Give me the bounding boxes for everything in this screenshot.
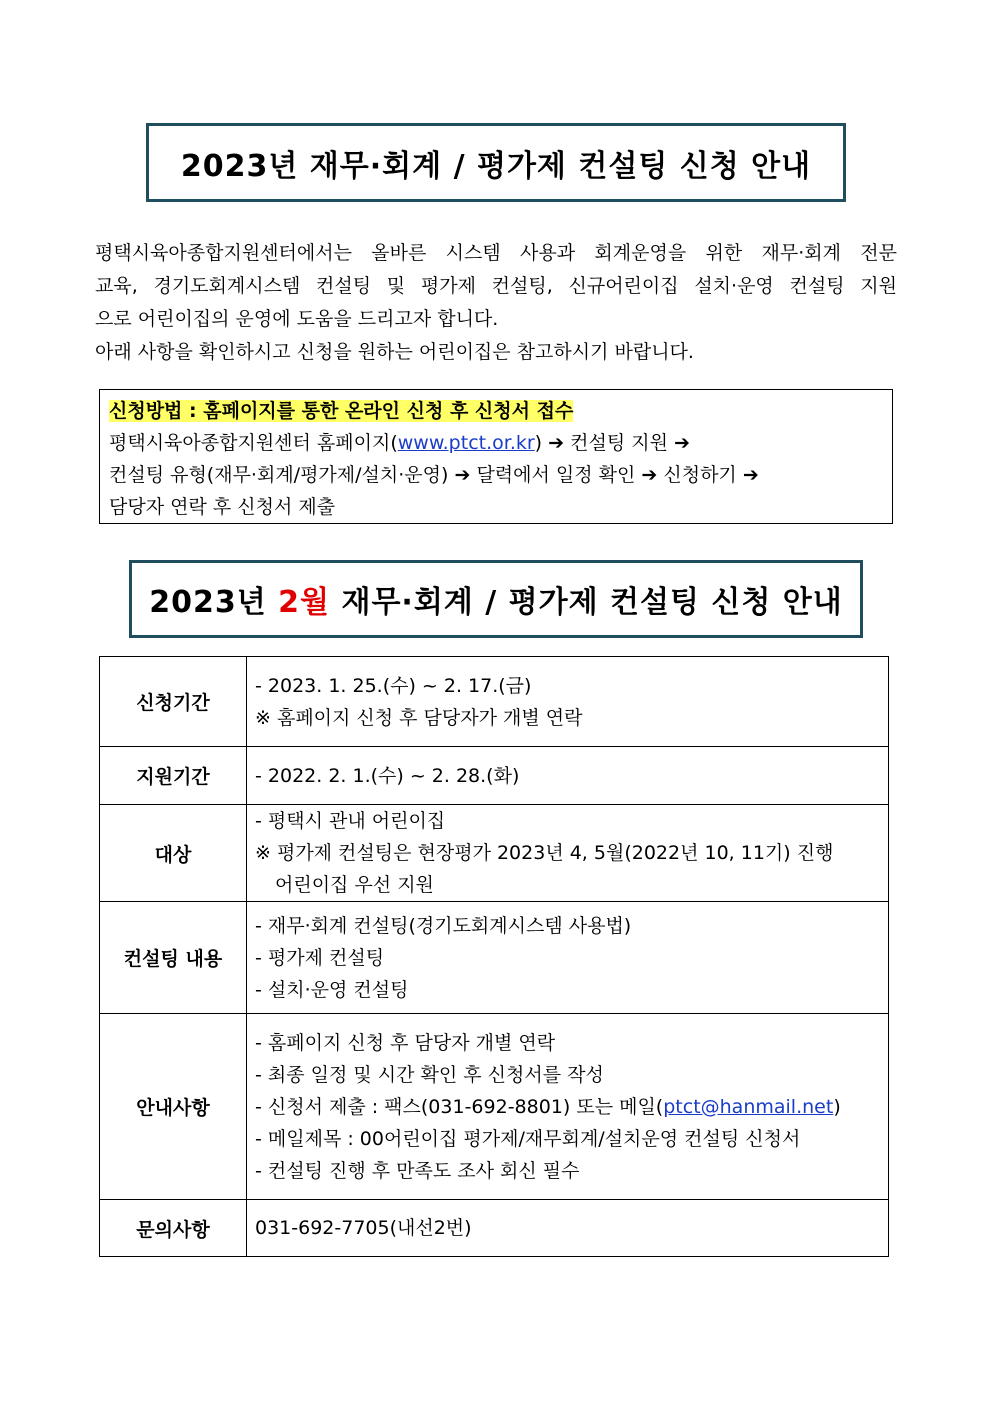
arrow-right-icon: ➔ bbox=[454, 464, 471, 486]
support-value: - 2022. 2. 1.(수) ~ 2. 28.(화) bbox=[255, 764, 520, 787]
target-line: ※ 평가제 컨설팅은 현장평가 2023년 4, 5월(2022년 10, 11기) 진행 bbox=[255, 842, 834, 864]
period-line: - 2023. 1. 25.(수) ~ 2. 17.(금) bbox=[255, 674, 532, 697]
content-line: - 설치·운영 컨설팅 bbox=[255, 978, 409, 1001]
method-text: ) bbox=[534, 432, 543, 454]
content-line: - 평가제 컨설팅 bbox=[255, 946, 385, 969]
monthly-title-year: 2023년 bbox=[149, 585, 267, 620]
email-link[interactable]: ptct@hanmail.net bbox=[663, 1095, 834, 1118]
contact-value: 031-692-7705(내선2번) bbox=[255, 1217, 472, 1239]
method-step: 컨설팅 지원 bbox=[570, 432, 668, 454]
table-row bbox=[100, 657, 889, 747]
table-row bbox=[100, 747, 889, 805]
table-row bbox=[100, 902, 889, 1014]
table-row bbox=[100, 1014, 889, 1200]
contact-cell bbox=[247, 1200, 889, 1257]
method-heading: 신청방법 : 홈페이지를 통한 온라인 신청 후 신청서 접수 bbox=[109, 400, 574, 422]
target-line: - 평택시 관내 어린이집 bbox=[255, 810, 446, 832]
notice-line: - 메일제목 : 00어린이집 평가제/재무회계/설치운영 컨설팅 신청서 bbox=[255, 1127, 801, 1150]
notice-line: - 컨설팅 진행 후 만족도 조사 회신 필수 bbox=[255, 1159, 580, 1182]
notice-text: ) bbox=[833, 1095, 841, 1118]
monthly-title-rest: 재무·회계 / 평가제 컨설팅 신청 안내 bbox=[341, 585, 843, 620]
content-cell bbox=[247, 902, 889, 1014]
application-method-box bbox=[99, 389, 893, 524]
period-line: ※ 홈페이지 신청 후 담당자가 개별 연락 bbox=[255, 706, 583, 729]
intro-paragraph bbox=[95, 237, 897, 369]
main-title: 2023년 재무·회계 / 평가제 컨설팅 신청 안내 bbox=[180, 148, 812, 184]
method-step: 신청하기 bbox=[663, 464, 737, 486]
notice-text: - 신청서 제출 : 팩스(031-692-8801) 또는 메일( bbox=[255, 1095, 664, 1118]
content-line: - 재무·회계 컨설팅(경기도회계시스템 사용법) bbox=[255, 914, 632, 937]
monthly-title-box bbox=[129, 560, 863, 638]
support-label: 지원기간 bbox=[100, 747, 247, 805]
table-row bbox=[100, 805, 889, 902]
notice-line bbox=[255, 1091, 880, 1123]
main-title-box bbox=[146, 123, 846, 202]
target-cell bbox=[247, 805, 889, 902]
monthly-title bbox=[149, 577, 843, 621]
method-step: 담당자 연락 후 신청서 제출 bbox=[109, 496, 336, 518]
method-step: 컨설팅 유형(재무·회계/평가제/설치·운영) bbox=[109, 464, 449, 486]
intro-line: 으로 어린이집의 운영에 도움을 드리고자 합니다. bbox=[95, 308, 499, 330]
method-text: 평택시육아종합지원센터 홈페이지( bbox=[109, 432, 398, 454]
notice-label: 안내사항 bbox=[100, 1014, 247, 1200]
arrow-right-icon: ➔ bbox=[742, 464, 759, 486]
table-row bbox=[100, 1200, 889, 1257]
target-line: 어린이집 우선 지원 bbox=[275, 874, 434, 896]
method-step: 달력에서 일정 확인 bbox=[476, 464, 636, 486]
intro-line: 평택시육아종합지원센터에서는 올바른 시스템 사용과 회계운영을 위한 재무·회계 전문 bbox=[95, 242, 897, 264]
arrow-right-icon: ➔ bbox=[673, 432, 690, 454]
info-table bbox=[99, 656, 889, 1257]
target-label: 대상 bbox=[100, 805, 247, 902]
intro-line: 아래 사항을 확인하시고 신청을 원하는 어린이집은 참고하시기 바랍니다. bbox=[95, 341, 694, 363]
content-label: 컨설팅 내용 bbox=[100, 902, 247, 1014]
period-cell bbox=[247, 657, 889, 747]
support-cell bbox=[247, 747, 889, 805]
contact-label: 문의사항 bbox=[100, 1200, 247, 1257]
notice-line: - 최종 일정 및 시간 확인 후 신청서를 작성 bbox=[255, 1063, 604, 1086]
arrow-right-icon: ➔ bbox=[548, 432, 565, 454]
homepage-link[interactable]: www.ptct.or.kr bbox=[397, 432, 535, 454]
notice-cell bbox=[247, 1014, 889, 1200]
monthly-title-month: 2월 bbox=[278, 585, 331, 620]
arrow-right-icon: ➔ bbox=[641, 464, 658, 486]
period-label: 신청기간 bbox=[100, 657, 247, 747]
intro-line: 교육, 경기도회계시스템 컨설팅 및 평가제 컨설팅, 신규어린이집 설치·운영 컨설팅 지원 bbox=[95, 275, 897, 297]
notice-line: - 홈페이지 신청 후 담당자 개별 연락 bbox=[255, 1031, 556, 1054]
